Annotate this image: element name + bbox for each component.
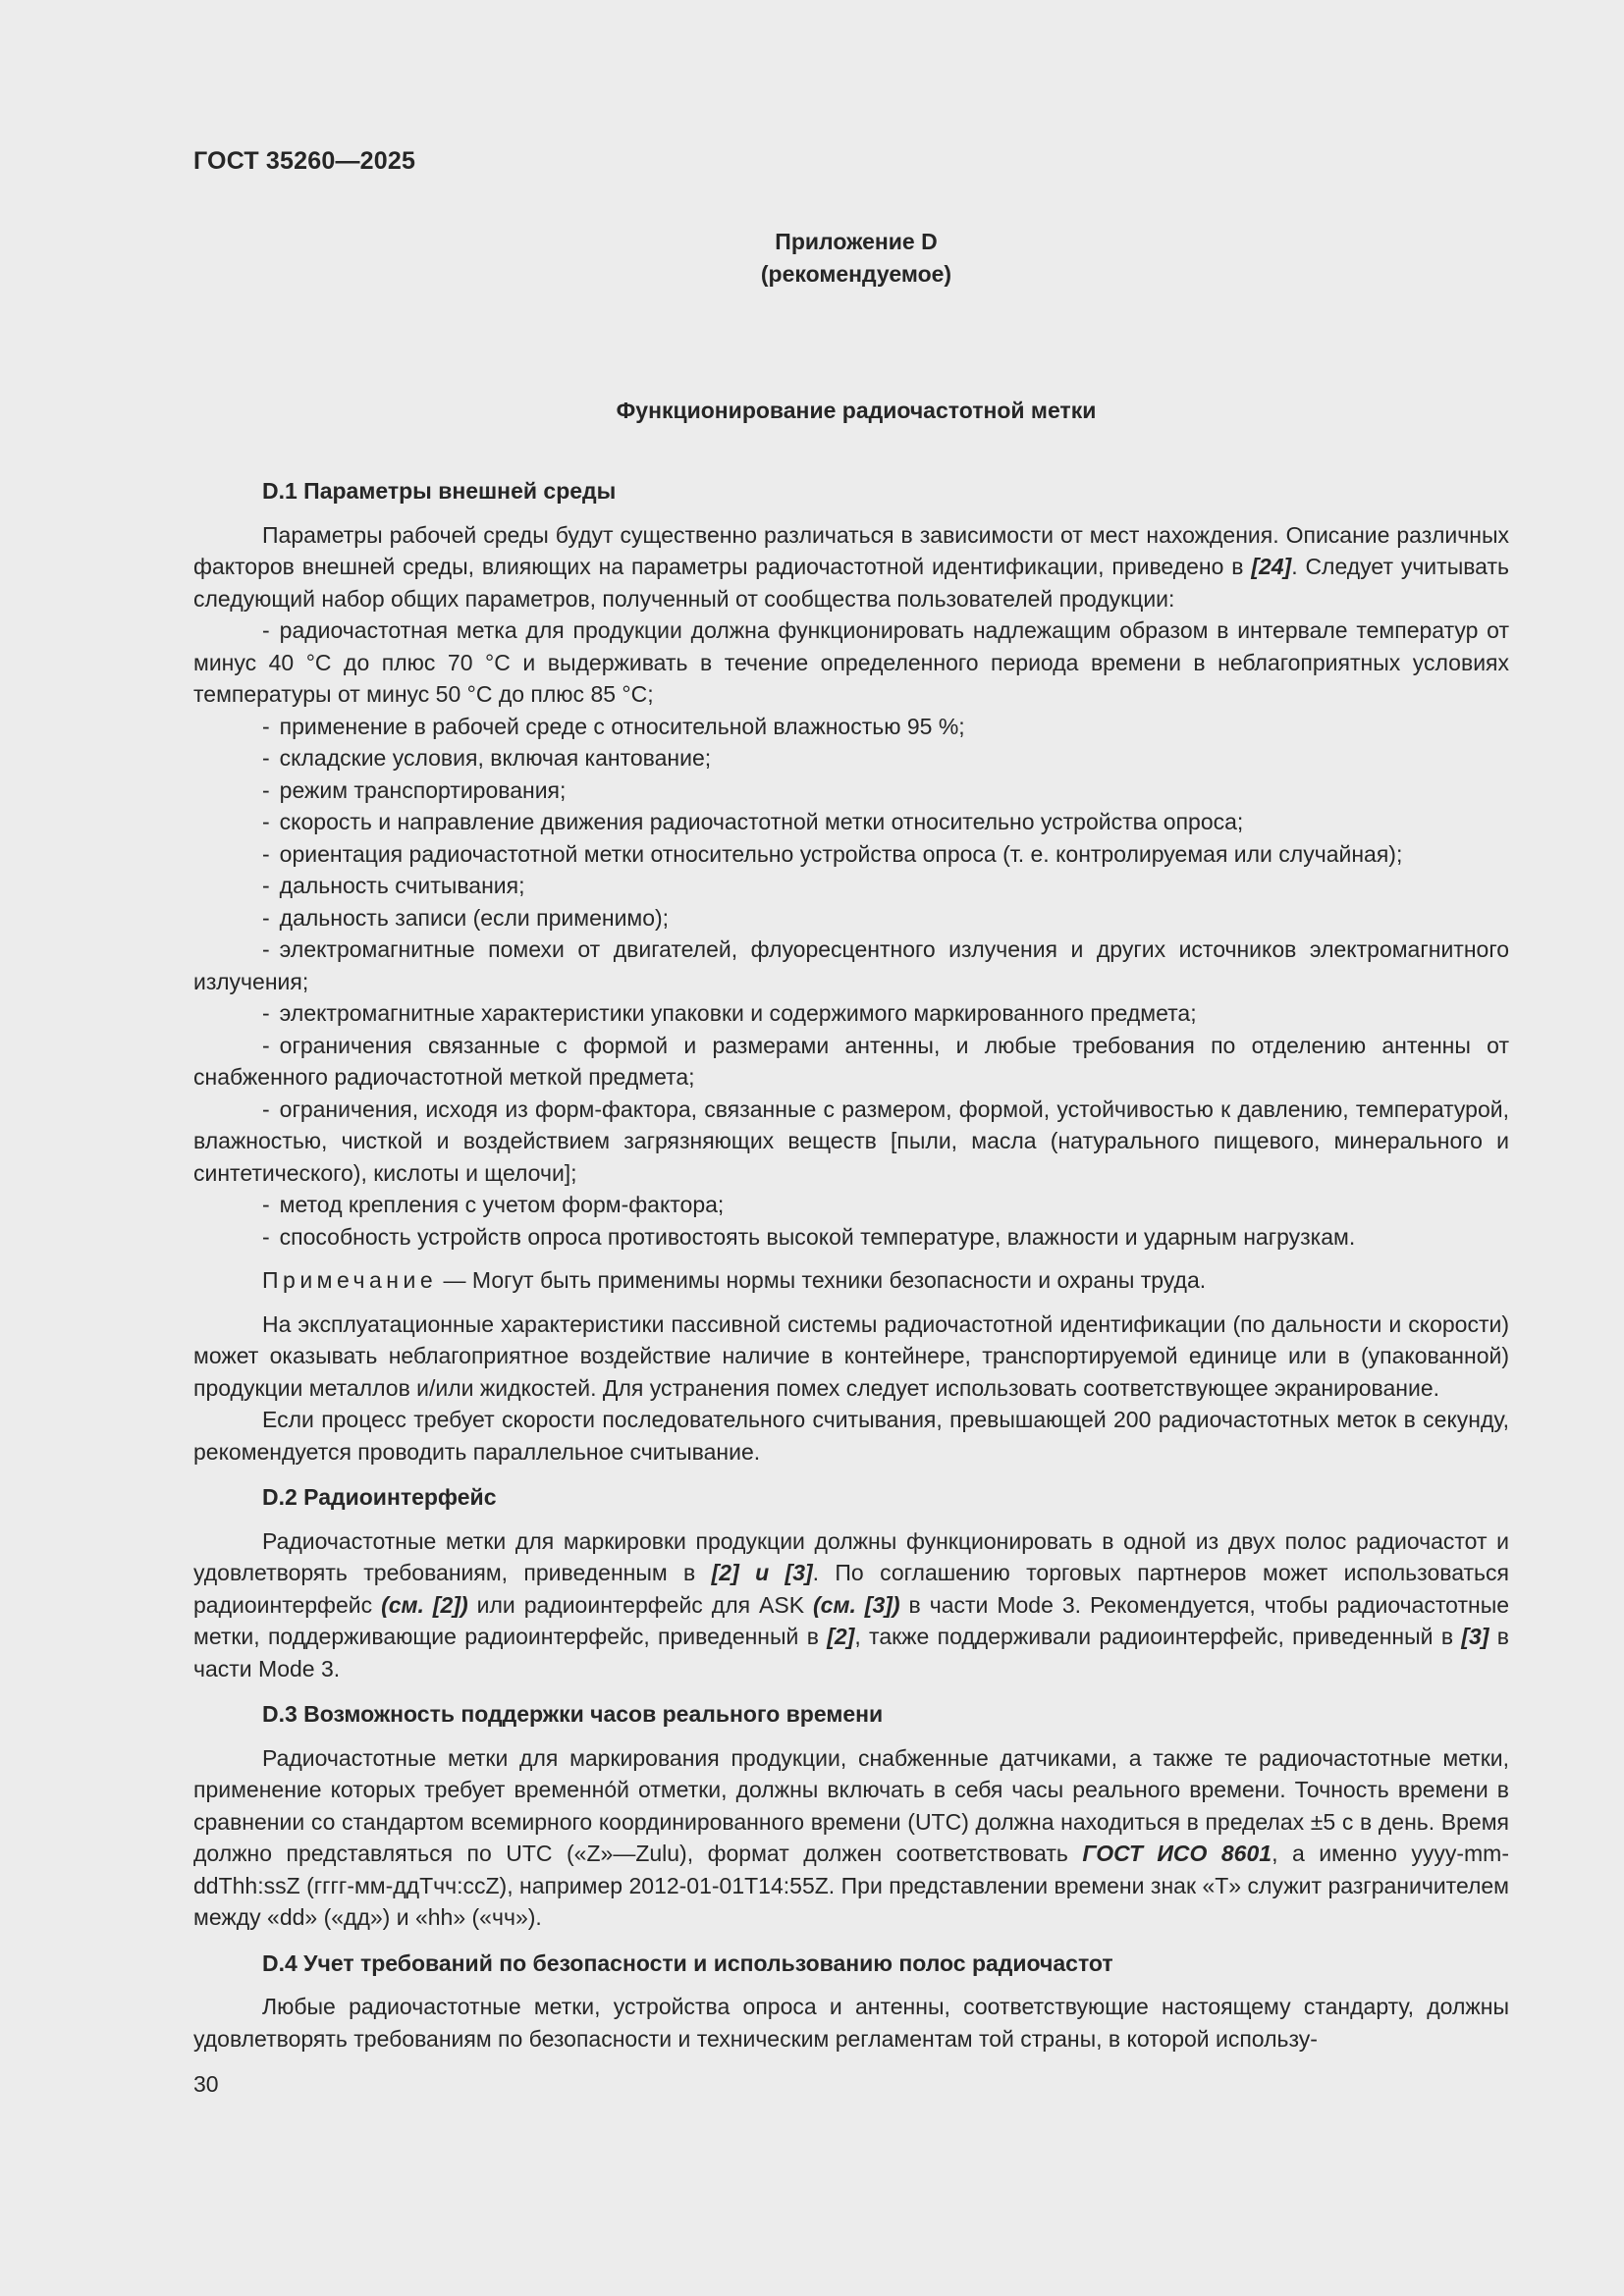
reference-see-2: (см. [2]) <box>381 1591 468 1618</box>
d2-text-4: в части Mode 3. Рекомендуется, чтобы радиочастотные метки, поддерживающие радиоинтерфейс, приведенный в <box>193 1591 1510 1649</box>
d1-paragraph-3: Если процесс требует скорости последовательного считывания, превышающей 200 радиочастотных меток в секунду, рекомендуется проводить параллельное считывание. <box>193 1407 1509 1465</box>
reference-3: [3] <box>1461 1624 1489 1649</box>
section-heading-d2: D.2 Радиоинтерфейс <box>262 1484 497 1510</box>
list-item <box>193 711 1509 743</box>
d1-note <box>193 1264 1509 1297</box>
annex-status: (рекомендуемое) <box>760 261 952 287</box>
note-label: Примечание <box>262 1267 438 1293</box>
list-dash: - <box>262 745 270 771</box>
list-item-text: дальность записи (если применимо); <box>279 904 670 931</box>
list-item <box>193 742 1509 774</box>
list-item-text: ограничения связанные с формой и размерами антенны, и любые требования по отделению антенны от снабженного радиочастотной меткой предмета; <box>193 1032 1509 1090</box>
list-item <box>193 997 1509 1030</box>
list-dash: - <box>262 617 270 643</box>
list-dash: - <box>262 1032 270 1058</box>
d4-paragraph: Любые радиочастотные метки, устройства опроса и антенны, соответствующие настоящему стандарту, должны удовлетворять требованиям по безопасности и техническим регламентам той страны, в которой использу- <box>193 1994 1509 2052</box>
d2-text-3: или радиоинтерфейс для ASK <box>467 1591 813 1618</box>
list-item <box>193 902 1509 934</box>
list-item <box>193 934 1509 997</box>
list-item-text: ориентация радиочастотной метки относительно устройства опроса (т. е. контролируемая или случайная); <box>279 840 1403 867</box>
list-item-text: режим транспортирования; <box>279 776 567 803</box>
list-dash: - <box>262 840 270 867</box>
list-dash: - <box>262 904 270 931</box>
document-body <box>193 475 1509 2055</box>
d3-text-1: Радиочастотные метки для маркирования продукции, снабженные датчиками, а также те радиочастотные метки, применение которых требует временно́й отметки, должны включать в себя часы реального времени. Точность времени в сравнении со стандартом всемирного координированного времени (UTC) должна находиться в пределах ±5 с в день. Время должно представляться по UTC («Z»—Zulu), формат должен соответствовать <box>193 1744 1509 1866</box>
list-item-text: электромагнитные характеристики упаковки и содержимого маркированного предмета; <box>279 1000 1197 1026</box>
list-dash: - <box>262 1192 270 1217</box>
section-heading-d4: D.4 Учет требований по безопасности и использованию полос радиочастот <box>262 1949 1113 1976</box>
list-dash: - <box>262 1095 270 1122</box>
list-item <box>193 1221 1509 1254</box>
reference-gost-iso-8601: ГОСТ ИСО 8601 <box>1082 1841 1272 1866</box>
d1-parameter-list <box>193 614 1509 1253</box>
list-item <box>193 614 1509 711</box>
d2-text-1: Радиочастотные метки для маркировки продукции должны функционировать в одной из двух полос радиочастот и удовлетворять требованиям, приведенным в <box>193 1527 1509 1585</box>
list-item <box>193 1030 1509 1094</box>
section-heading-d1: D.1 Параметры внешней среды <box>262 478 617 504</box>
list-dash: - <box>262 809 270 834</box>
list-item-text: способность устройств опроса противостоять высокой температуре, влажности и ударным нагрузкам. <box>279 1223 1356 1250</box>
d3-text-2: , а именно yyyy-mm-ddThh:ssZ (гггг-мм-ддТчч:ccZ), например 2012-01-01T14:55Z. При представлении времени знак «T» служит разграничителем между «dd» («дд») и «hh» («чч»). <box>193 1841 1509 1930</box>
page-number: 30 <box>193 2071 219 2097</box>
d2-text-5: , также поддерживали радиоинтерфейс, приведенный в <box>854 1624 1462 1649</box>
list-item-text: скорость и направление движения радиочастотной метки относительно устройства опроса; <box>279 809 1244 834</box>
list-item <box>193 774 1509 807</box>
d1-intro-text-b: . Следует учитывать следующий набор общих параметров, полученный от сообщества пользователей продукции: <box>193 554 1509 612</box>
list-item-text: складские условия, включая кантование; <box>279 745 712 771</box>
reference-24: [24] <box>1251 554 1292 579</box>
annex-title: Приложение D <box>775 229 938 254</box>
list-dash: - <box>262 936 270 962</box>
list-item <box>193 806 1509 838</box>
list-dash: - <box>262 1000 270 1026</box>
list-dash: - <box>262 713 270 739</box>
list-dash: - <box>262 1223 270 1250</box>
d1-paragraph-2: На эксплуатационные характеристики пассивной системы радиочастотной идентификации (по дальности и скорости) может оказывать неблагоприятное воздействие наличие в контейнере, транспортируемой единице или в (упакованной) продукции металлов и/или жидкостей. Для устранения помех следует использовать соответствующее экранирование. <box>193 1310 1509 1401</box>
section-heading-d3: D.3 Возможность поддержки часов реального времени <box>262 1701 884 1727</box>
list-item <box>193 1094 1509 1190</box>
annex-heading <box>0 226 1624 291</box>
reference-see-3: (см. [3]) <box>813 1591 900 1618</box>
list-dash: - <box>262 873 270 898</box>
d1-intro-text-a: Параметры рабочей среды будут существенно различаться в зависимости от мест нахождения. Описание различных факторов внешней среды, влияющих на параметры радиочастотной идентификации, приведено в <box>193 521 1509 579</box>
d1-intro-paragraph <box>193 519 1509 615</box>
d2-paragraph <box>193 1525 1509 1685</box>
list-item <box>193 870 1509 902</box>
d2-text-6: в части Mode 3. <box>193 1624 1509 1682</box>
list-item <box>193 1189 1509 1221</box>
list-item-text: метод крепления с учетом форм-фактора; <box>279 1192 725 1217</box>
list-item-text: применение в рабочей среде с относительной влажностью 95 %; <box>279 713 965 739</box>
list-item-text: ограничения, исходя из форм-фактора, связанные с размером, формой, устойчивостью к давлению, температурой, влажностью, чисткой и воздействием загрязняющих веществ [пыли, масла (натурального пищевого, минерального и синтетического), кислоты и щелочи]; <box>193 1095 1509 1186</box>
list-dash: - <box>262 776 270 803</box>
reference-2: [2] <box>827 1624 855 1649</box>
annex-subject-title: Функционирование радиочастотной метки <box>616 398 1097 423</box>
list-item-text: радиочастотная метка для продукции должна функционировать надлежащим образом в интервале температур от минус 40 °C до плюс 70 °C и выдерживать в течение определенного периода времени в неблагоприятных условиях температуры от минус 50 °C до плюс 85 °C; <box>193 617 1509 707</box>
list-item-text: дальность считывания; <box>279 873 525 898</box>
note-text: — Могут быть применимы нормы техники безопасности и охраны труда. <box>437 1267 1207 1293</box>
list-item-text: электромагнитные помехи от двигателей, флуоресцентного излучения и других источников электромагнитного излучения; <box>193 936 1509 994</box>
reference-2-and-3: [2] и [3] <box>711 1560 813 1585</box>
list-item <box>193 838 1509 871</box>
d3-paragraph <box>193 1742 1509 1934</box>
d2-text-2: . По соглашению торговых партнеров может использоваться радиоинтерфейс <box>193 1560 1509 1618</box>
document-id-header: ГОСТ 35260—2025 <box>193 147 416 175</box>
